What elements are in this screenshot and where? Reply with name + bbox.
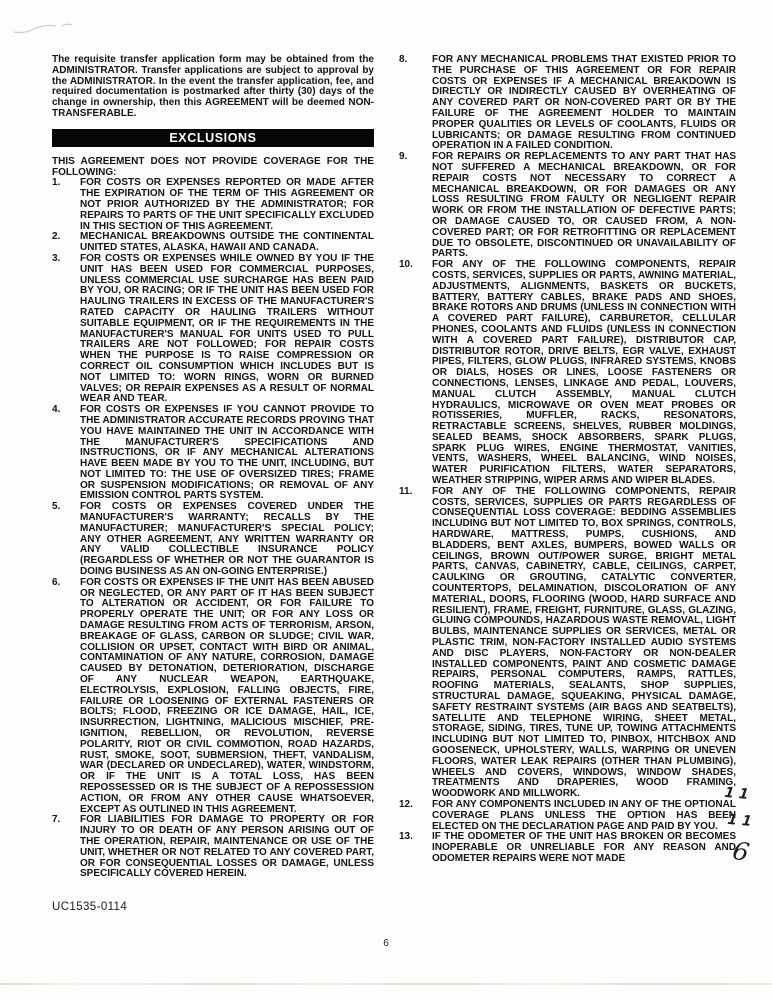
exclusion-item-3 — [52, 254, 374, 405]
exclusion-item-6 — [52, 578, 374, 816]
item-number: 10. — [399, 259, 413, 271]
item-number: 3. — [52, 252, 61, 264]
item-text: FOR ANY OF THE FOLLOWING COMPONENTS, REPAIR COSTS, SERVICES, SUPPLIES OR PARTS, AWNING MATERIAL, ADJUSTMENTS, ALIGNMENTS, BASKETS OR BUCKETS, BATTERY, BATTERY CABLES, BRAKE PADS AND SHOES, BRAKE ROTORS AND DRUMS (UNLESS IN CONNECTION WITH A COVERED PART FAILURE), CARBURETOR, CELLULAR PHONES, COOLANTS AND FLUIDS (UNLESS IN CONNECTION WITH A COVERED PART FAILURE), DISTRIBUTOR CAP, DISTRIBUTOR ROTOR, DRIVE BELTS, EGR VALVE, EXHAUST PIPES, FILTERS, GLOW PLUGS, INFRARED SYSTEMS, KNOBS OR DIALS, HOSES OR LINES, LOOSE FASTENERS OR CONNECTIONS, LENSES, LINKAGE AND PEDAL, LOUVERS, MANUAL CLUTCH ASSEMBLY, MANUAL CLUTCH HYDRAULICS, MICROWAVE OR OVEN MEAT PROBES OR ROTISSERIES, MUFFLER, RACKS, RESONATORS, RETRACTABLE SCREENS, SHELVES, RUBBER MOLDINGS, SEALED BEAMS, SHOCK ABSORBERS, SPARK PLUGS, SPARK PLUG WIRES, ENGINE THERMOSTAT, VANITIES, VENTS, WASHERS, WHEEL BALANCING, WIND NOISES, WATER PURIFICATION FILTERS, WATER SEPARATORS, WEATHER STRIPPING, WIPER ARMS AND WIPER BLADES. — [432, 259, 736, 487]
item-number: 6. — [52, 576, 61, 588]
exclusion-item-12 — [399, 800, 736, 832]
item-number: 13. — [399, 831, 413, 843]
item-text: FOR COSTS OR EXPENSES WHILE OWNED BY YOU IF THE UNIT HAS BEEN USED FOR COMMERCIAL PURPOSES, UNLESS COMMERCIAL USE SURCHARGE HAS BEEN PAID BY YOU, OR RACING; OR IF THE UNIT HAS BEEN USED FOR HAULING TRAILERS IN EXCESS OF THE MANUFACTURER'S RATED CAPACITY OR HAULING TRAILERS WITHOUT SUITABLE EQUIPMENT, OR IF THE REQUIREMENTS IN THE MANUFACTURER'S MANUAL FOR UNITS USED TO PULL TRAILERS ARE NOT FOLLOWED; FOR REPAIR COSTS WHEN THE PURPOSE IS TO RAISE COMPRESSION OR CORRECT OIL CONSUMPTION WHICH INCLUDES BUT IS NOT LIMITED TO: WORN RINGS, WORN OR BURNED VALVES; OR REPAIR EXPENSES AS A RESULT OF NORMAL WEAR AND TEAR. — [80, 252, 374, 405]
item-number: 8. — [399, 54, 408, 65]
item-number: 2. — [52, 231, 61, 243]
item-number: 9. — [399, 151, 408, 163]
item-number: 11. — [399, 485, 413, 497]
item-text: FOR COSTS OR EXPENSES COVERED UNDER THE MANUFACTURER'S WARRANTY; RECALLS BY THE MANUFACTURER; MANUFACTURER'S SPECIAL POLICY; ANY OTHER AGREEMENT, ANY WRITTEN WARRANTY OR ANY VALID COLLECTIBLE INSURANCE POLICY (REGARDLESS OF WHETHER OR NOT THE GUARANTOR IS DOING BUSINESS AS AN ON-GOING ENTERPRISE.) — [80, 501, 374, 578]
item-number: 7. — [52, 814, 61, 826]
left-column — [52, 55, 374, 880]
item-number: 12. — [399, 798, 413, 810]
exclusion-item-4 — [52, 405, 374, 502]
handwritten-digit: 6 — [730, 835, 752, 868]
item-number: 4. — [52, 404, 61, 416]
handwritten-tick-marks: 11 — [721, 784, 756, 804]
exclusion-item-8 — [399, 55, 736, 152]
exclusion-item-1 — [52, 178, 374, 232]
item-text: FOR ANY MECHANICAL PROBLEMS THAT EXISTED PRIOR TO THE PURCHASE OF THIS AGREEMENT OR FOR REPAIR COSTS OR EXPENSES IF A MECHANICAL BREAKDOWN IS DIRECTLY OR INDIRECTLY CAUSED BY OVERHEATING OF ANY COVERED PART OR NON-COVERED PART OR BY THE FAILURE OF THE AGREEMENT HOLDER TO MAINTAIN PROPER QUALITIES OR LEVELS OF COOLANTS, FLUIDS OR LUBRICANTS; OR DAMAGE RESULTING FROM CONTINUED OPERATION IN A FAILED CONDITION. — [432, 54, 736, 152]
exclusions-header-bar — [52, 129, 374, 147]
item-number: 1. — [52, 177, 61, 189]
item-text: FOR COSTS OR EXPENSES IF YOU CANNOT PROVIDE TO THE ADMINISTRATOR ACCURATE RECORDS PROVING THAT YOU HAVE MAINTAINED THE UNIT IN ACCORDANCE WITH THE MANUFACTURER'S SPECIFICATIONS AND INSTRUCTIONS, OR IF ANY MECHANICAL ALTERATIONS HAVE BEEN MADE BY YOU TO THE UNIT, INCLUDING, BUT NOT LIMITED TO: THE USE OF OVERSIZED TIRES; FRAME OR SUSPENSION MODIFICATIONS; OR REMOVAL OF ANY EMISSION CONTROL PARTS SYSTEM. — [80, 404, 374, 502]
item-text: FOR LIABILITIES FOR DAMAGE TO PROPERTY OR FOR INJURY TO OR DEATH OF ANY PERSON ARISING OUT OF THE OPERATION, REPAIR, MAINTENANCE OR USE OF THE UNIT, WHETHER OR NOT RELATED TO ANY COVERED PART, OR FOR CONSEQUENTIAL LOSSES OR DAMAGE, UNLESS SPECIFICALLY COVERED HEREIN. — [80, 814, 374, 880]
exclusion-item-5 — [52, 502, 374, 578]
item-text: MECHANICAL BREAKDOWNS OUTSIDE THE CONTINENTAL UNITED STATES, ALASKA, HAWAII AND CANADA. — [80, 231, 374, 254]
right-column — [399, 55, 736, 865]
item-text: FOR ANY OF THE FOLLOWING COMPONENTS, REPAIR COSTS, SERVICES, SUPPLIES OR PARTS REGARDLESS OF CONSEQUENTIAL LOSS COVERAGE: BEDDING ASSEMBLIES INCLUDING BUT NOT LIMITED TO, BOX SPRINGS, CONTROLS, HARDWARE, MATTRESS, PUMPS, CUSHIONS, AND BLADDERS, BENT AXLES, BUMPERS, BOWED WALLS OR CEILINGS, BROWN OUT/POWER SURGE, BRIGHT METAL PARTS, CANVAS, CABINETRY, CABLE, CEILINGS, CARPET, CAULKING OR GROUTING, CATALYTIC CONVERTER, COUNTERTOPS, DELAMINATION, DISCOLORATION OF ANY MATERIAL, DOORS, FLOORING (WOOD, HARD SURFACE AND RESILIENT), FRAME, FREIGHT, FURNITURE, GLASS, GLAZING, GLUING COMPOUNDS, HAZARDOUS WASTE REMOVAL, LIGHT BULBS, MAINTENANCE SUPPLIES OR SERVICES, METAL OR PLASTIC TRIM, NON-FACTORY INSTALLED AUDIO SYSTEMS AND DISC PLAYERS, NON-FACTORY OR NON-DEALER INSTALLED COMPONENTS, PAINT AND COSMETIC DAMAGE REPAIRS, PERSONAL COMPUTERS, RAMPS, RATTLES, ROOFING MATERIALS, SEALANTS, SHOP SUPPLIES, STRUCTURAL DAMAGE, SQUEAKING, PHYSICAL DAMAGE, SAFETY RESTRAINT SYSTEMS (AIR BAGS AND SEATBELTS), SATELLITE AND TELEPHONE WIRING, SHEET METAL, STORAGE, SIDING, TIRES, TUNE UP, TOWING ATTACHMENTS INCLUDING BUT NOT LIMITED TO, PINBOX, HITCHBOX AND GOOSENECK, UPHOLSTERY, WALLS, WARPING OR UNEVEN FLOORS, WATER LEAK REPAIRS (OTHER THAN PLUMBING), WHEELS AND COVERS, WINDOWS, WINDOW SHADES, TREATMENTS AND DRAPERIES, WOOD FRAMING, WOODWORK AND MILLWORK. — [432, 485, 736, 800]
transfer-paragraph: The requisite transfer application form may be obtained from the ADMINISTRATOR. Transfer applications are subject to approval by the ADMINISTRATOR. In the event the transfer application, fee, and required documentation is postmarked after thirty (30) days of the change in ownership, then this AGREEMENT will be deemed NON-TRANSFERABLE. — [52, 54, 374, 119]
item-text: FOR ANY COMPONENTS INCLUDED IN ANY OF THE OPTIONAL COVERAGE PLANS UNLESS THE OPTION HAS BEEN ELECTED ON THE DECLARATION PAGE AND PAID BY YOU. — [432, 798, 736, 832]
item-text: FOR REPAIRS OR REPLACEMENTS TO ANY PART THAT HAS NOT SUFFERED A MECHANICAL BREAKDOWN, OR FOR REPAIR COSTS NOT NECESSARY TO CORRECT A MECHANICAL BREAKDOWN, OR FOR DAMAGES OR ANY LOSS RESULTING FROM FAULTY OR NEGLIGENT REPAIR WORK OR FROM THE INSTALLATION OF DEFECTIVE PARTS; OR DAMAGE CAUSED TO, OR CAUSED FROM, A NON-COVERED PART; OR FOR RETROFITTING OR REPLACEMENT DUE TO OBSOLETE, DISCONTINUED OR UNAVAILABILITY OF PARTS. — [432, 151, 736, 260]
handwritten-tick-marks: 11 — [724, 811, 759, 831]
exclusions-title: EXCLUSIONS — [169, 130, 257, 145]
exclusion-item-2 — [52, 232, 374, 254]
item-text: IF THE ODOMETER OF THE UNIT HAS BROKEN OR BECOMES INOPERABLE OR UNRELIABLE FOR ANY REASON AND ODOMETER REPAIRS WERE NOT MADE — [432, 831, 736, 864]
form-number: UC1535-0114 — [52, 901, 128, 913]
exclusion-item-11 — [399, 487, 736, 800]
scan-edge-line — [0, 983, 772, 985]
scan-artifact-squiggle — [12, 20, 82, 36]
item-text: FOR COSTS OR EXPENSES REPORTED OR MADE AFTER THE EXPIRATION OF THE TERM OF THIS AGREEMENT OR NOT PRIOR AUTHORIZED BY THE ADMINISTRATOR; FOR REPAIRS TO PARTS OF THE UNIT SPECIFICALLY EXCLUDED IN THIS SECTION OF THIS AGREEMENT. — [80, 177, 374, 232]
exclusions-lead: THIS AGREEMENT DOES NOT PROVIDE COVERAGE FOR THE FOLLOWING: — [52, 155, 374, 178]
exclusion-item-13 — [399, 832, 736, 864]
page-number: 6 — [383, 938, 389, 949]
exclusion-item-10 — [399, 260, 736, 487]
item-number: 5. — [52, 501, 61, 513]
exclusion-item-7 — [52, 815, 374, 880]
item-text: FOR COSTS OR EXPENSES IF THE UNIT HAS BEEN ABUSED OR NEGLECTED, OR ANY PART OF IT HAS BEEN SUBJECT TO ALTERATION OR ACCIDENT, OR FOR FAILURE TO PROPERLY OPERATE THE UNIT; OR FOR ANY LOSS OR DAMAGE RESULTING FROM ACTS OF TERRORISM, ARSON, BREAKAGE OF GLASS, CARBON OR SLUDGE; CIVIL WAR, COLLISION OR UPSET, CONTACT WITH BIRD OR ANIMAL, CONTAMINATION OF ANY NATURE, CORROSION, DAMAGE CAUSED BY DETONATION, DETERIORATION, DISCHARGE OF ANY NUCLEAR WEAPON, EARTHQUAKE, ELECTROLYSIS, EXPLOSION, FALLING OBJECTS, FIRE, FAILURE OR LOOSENING OF EXTERNAL FASTENERS OR BOLTS; FLOOD, FREEZING OR ICE DAMAGE, HAIL, ICE, INSURRECTION, LIGHTNING, MALICIOUS MISCHIEF, PRE-IGNITION, REBELLION, OR REVOLUTION, REVERSE POLARITY, RIOT OR CIVIL COMMOTION, ROAD HAZARDS, RUST, SMOKE, SOOT, SUBMERSION, THEFT, VANDALISM, WAR (DECLARED OR UNDECLARED), WATER, WINDSTORM, OR IF THE UNIT IS A TOTAL LOSS, HAS BEEN REPOSSESSED OR IS THE SUBJECT OF A REPOSSESSION ACTION, OR FROM ANY OTHER CAUSE WHATSOEVER, EXCEPT AS OUTLINED IN THIS AGREEMENT. — [80, 576, 374, 815]
exclusion-item-9 — [399, 152, 736, 260]
